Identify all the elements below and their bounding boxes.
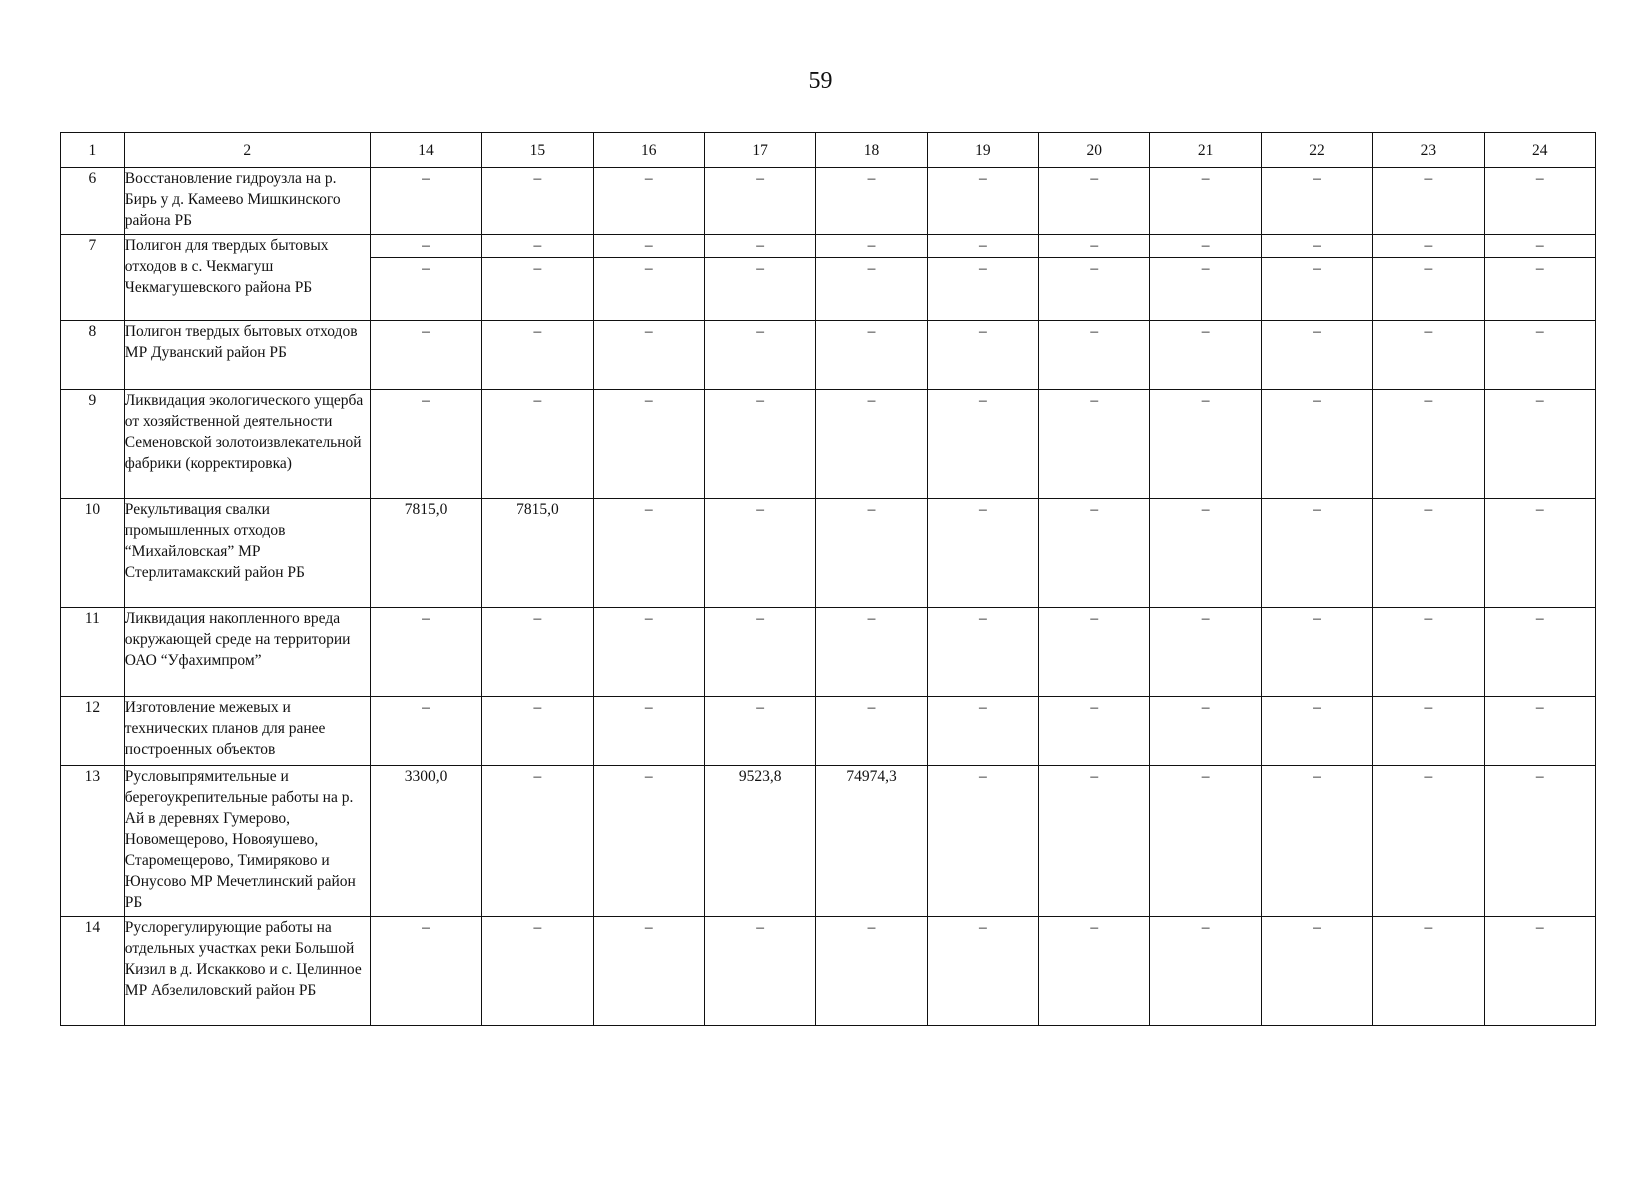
value-cell: 7815,0 (482, 499, 593, 608)
object-name: Восстановление гидроузла на р. Бирь у д. Камеево Мишкинского района РБ (124, 168, 370, 235)
column-header: 20 (1039, 133, 1150, 168)
object-name: Полигон для твердых бытовых отходов в с. Чекмагуш Чекмагушевского района РБ (124, 235, 370, 321)
value-cell: – (1484, 766, 1595, 917)
row-number: 7 (61, 235, 125, 321)
object-name: Изготовление межевых и технических планов для ранее построенных объектов (124, 697, 370, 766)
row-number: 13 (61, 766, 125, 917)
value-cell: – (1039, 390, 1150, 499)
table-row (61, 766, 1596, 917)
value-cell: – (482, 321, 593, 390)
table-row (61, 235, 1596, 258)
value-cell: – (593, 235, 704, 258)
value-cell: – (1484, 321, 1595, 390)
value-cell: – (704, 608, 815, 697)
value-cell: – (704, 917, 815, 1026)
object-name: Полигон твердых бытовых отходов МР Дуванский район РБ (124, 321, 370, 390)
table-body (61, 168, 1596, 1026)
object-name: Ликвидация накопленного вреда окружающей среде на территории ОАО “Уфахимпром” (124, 608, 370, 697)
value-cell: – (1373, 766, 1484, 917)
column-header: 19 (927, 133, 1038, 168)
row-number: 11 (61, 608, 125, 697)
column-header: 21 (1150, 133, 1261, 168)
value-cell: – (927, 766, 1038, 917)
table-row (61, 499, 1596, 608)
value-cell: – (1039, 766, 1150, 917)
value-cell: – (370, 168, 481, 235)
value-cell: – (1484, 917, 1595, 1026)
table-row (61, 917, 1596, 1026)
value-cell: – (1261, 235, 1372, 258)
value-cell: – (1261, 608, 1372, 697)
value-cell: – (370, 258, 481, 321)
column-header: 23 (1373, 133, 1484, 168)
value-cell: – (593, 608, 704, 697)
value-cell: – (1150, 390, 1261, 499)
value-cell: – (704, 390, 815, 499)
value-cell: – (1484, 390, 1595, 499)
column-header: 22 (1261, 133, 1372, 168)
value-cell: – (1150, 608, 1261, 697)
value-cell: – (593, 168, 704, 235)
value-cell: – (1039, 321, 1150, 390)
value-cell: – (482, 608, 593, 697)
value-cell: 3300,0 (370, 766, 481, 917)
table-row (61, 168, 1596, 235)
value-cell: – (927, 697, 1038, 766)
row-number: 8 (61, 321, 125, 390)
value-cell: – (1261, 697, 1372, 766)
table-row (61, 697, 1596, 766)
value-cell: – (482, 917, 593, 1026)
column-header: 14 (370, 133, 481, 168)
value-cell: – (370, 390, 481, 499)
value-cell: – (1373, 697, 1484, 766)
value-cell: – (370, 917, 481, 1026)
value-cell: – (1373, 608, 1484, 697)
value-cell: – (1039, 697, 1150, 766)
value-cell: – (1150, 168, 1261, 235)
value-cell: – (370, 697, 481, 766)
value-cell: – (593, 697, 704, 766)
value-cell: – (1150, 499, 1261, 608)
value-cell: – (482, 697, 593, 766)
value-cell: – (1261, 766, 1372, 917)
data-table (60, 132, 1596, 1026)
column-header: 1 (61, 133, 125, 168)
header-row (61, 133, 1596, 168)
table-row (61, 608, 1596, 697)
value-cell: – (1039, 499, 1150, 608)
value-cell: – (593, 499, 704, 608)
row-number: 12 (61, 697, 125, 766)
value-cell: – (927, 608, 1038, 697)
value-cell: – (482, 235, 593, 258)
value-cell: – (370, 235, 481, 258)
value-cell: – (816, 499, 927, 608)
value-cell: – (1150, 258, 1261, 321)
value-cell: – (816, 258, 927, 321)
row-number: 14 (61, 917, 125, 1026)
value-cell: – (1039, 917, 1150, 1026)
value-cell: – (1484, 608, 1595, 697)
value-cell: – (482, 168, 593, 235)
value-cell: 74974,3 (816, 766, 927, 917)
value-cell: – (1261, 499, 1372, 608)
value-cell: – (370, 321, 481, 390)
column-header: 24 (1484, 133, 1595, 168)
table-row (61, 390, 1596, 499)
row-number: 6 (61, 168, 125, 235)
value-cell: – (1039, 608, 1150, 697)
value-cell: – (927, 390, 1038, 499)
value-cell: – (1373, 499, 1484, 608)
object-name: Руслорегулирующие работы на отдельных участках реки Большой Кизил в д. Искакково и с. Целинное МР Абзелиловский район РБ (124, 917, 370, 1026)
value-cell: – (704, 258, 815, 321)
value-cell: – (1261, 258, 1372, 321)
column-header: 2 (124, 133, 370, 168)
value-cell: – (1484, 168, 1595, 235)
value-cell: – (704, 168, 815, 235)
page-number: 59 (808, 68, 833, 94)
value-cell: – (1150, 321, 1261, 390)
column-header: 16 (593, 133, 704, 168)
object-name: Русловыпрямительные и берегоукрепительные работы на р. Ай в деревнях Гумерово, Новомещерово, Новояушево, Старомещерово, Тимиряково и Юнусово МР Мечетлинский район РБ (124, 766, 370, 917)
value-cell: – (927, 499, 1038, 608)
value-cell: – (927, 321, 1038, 390)
value-cell: – (1484, 235, 1595, 258)
column-header: 15 (482, 133, 593, 168)
value-cell: – (1373, 321, 1484, 390)
value-cell: – (1261, 390, 1372, 499)
value-cell: – (593, 321, 704, 390)
value-cell: – (816, 321, 927, 390)
value-cell: – (593, 390, 704, 499)
value-cell: – (593, 917, 704, 1026)
value-cell: – (1373, 235, 1484, 258)
value-cell: – (1261, 321, 1372, 390)
row-number: 10 (61, 499, 125, 608)
value-cell: – (704, 499, 815, 608)
value-cell: – (816, 168, 927, 235)
value-cell: – (1039, 235, 1150, 258)
value-cell: – (1150, 766, 1261, 917)
value-cell: – (704, 697, 815, 766)
value-cell: – (1261, 168, 1372, 235)
column-header: 18 (816, 133, 927, 168)
value-cell: – (927, 258, 1038, 321)
value-cell: – (1150, 917, 1261, 1026)
object-name: Ликвидация экологического ущерба от хозяйственной деятельности Семеновской золотоизвлекательной фабрики (корректировка) (124, 390, 370, 499)
value-cell: – (1150, 697, 1261, 766)
value-cell: – (1373, 168, 1484, 235)
value-cell: – (927, 235, 1038, 258)
value-cell: 9523,8 (704, 766, 815, 917)
value-cell: – (927, 168, 1038, 235)
value-cell: – (1261, 917, 1372, 1026)
value-cell: – (1373, 258, 1484, 321)
value-cell: – (1039, 258, 1150, 321)
column-header: 17 (704, 133, 815, 168)
value-cell: 7815,0 (370, 499, 481, 608)
value-cell: – (1150, 235, 1261, 258)
value-cell: – (1484, 499, 1595, 608)
value-cell: – (816, 697, 927, 766)
row-number: 9 (61, 390, 125, 499)
value-cell: – (816, 608, 927, 697)
value-cell: – (1373, 917, 1484, 1026)
value-cell: – (482, 766, 593, 917)
value-cell: – (593, 258, 704, 321)
value-cell: – (816, 235, 927, 258)
value-cell: – (1484, 697, 1595, 766)
value-cell: – (704, 235, 815, 258)
table-row (61, 321, 1596, 390)
value-cell: – (1039, 168, 1150, 235)
value-cell: – (1484, 258, 1595, 321)
value-cell: – (593, 766, 704, 917)
value-cell: – (370, 608, 481, 697)
object-name: Рекультивация свалки промышленных отходов “Михайловская” МР Стерлитамакский район РБ (124, 499, 370, 608)
value-cell: – (927, 917, 1038, 1026)
value-cell: – (816, 917, 927, 1026)
value-cell: – (482, 258, 593, 321)
value-cell: – (816, 390, 927, 499)
value-cell: – (1373, 390, 1484, 499)
value-cell: – (482, 390, 593, 499)
value-cell: – (704, 321, 815, 390)
